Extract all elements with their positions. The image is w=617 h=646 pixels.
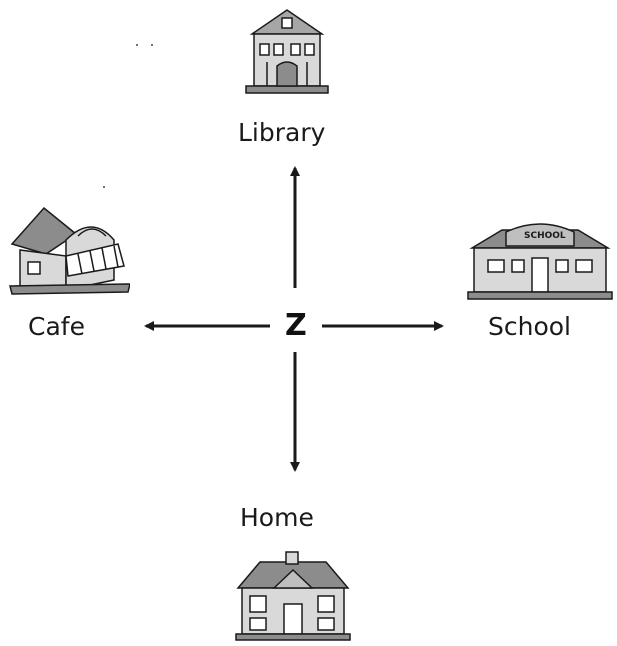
library-building-icon [242, 4, 332, 96]
school-sign: SCHOOL [524, 231, 566, 241]
school-building-icon [466, 214, 614, 302]
cafe-label: Cafe [28, 312, 85, 341]
school-label: School [488, 312, 571, 341]
center-label: Z [285, 308, 307, 343]
home-building-icon [230, 548, 356, 642]
cafe-building-icon [6, 200, 130, 296]
home-label: Home [240, 503, 314, 532]
library-label: Library [238, 118, 326, 147]
